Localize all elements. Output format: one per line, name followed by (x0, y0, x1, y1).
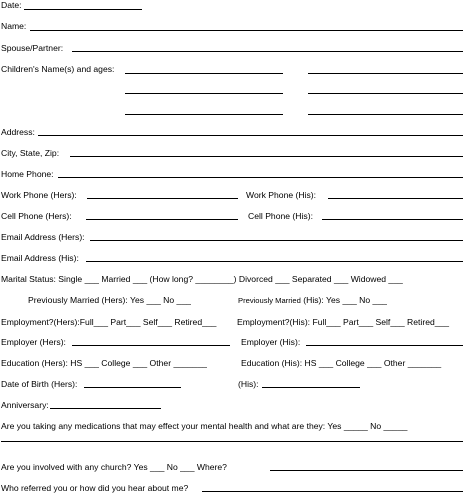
employer-his-label: Employer (His): (241, 337, 301, 347)
email-his-field[interactable] (86, 261, 463, 262)
medications-field[interactable] (1, 441, 463, 442)
home-phone-label: Home Phone: (1, 169, 54, 179)
address-field[interactable] (38, 135, 463, 136)
referral-field[interactable] (202, 491, 463, 492)
city-field[interactable] (70, 156, 463, 157)
education-his: Education (His): HS ___ College ___ Other _______ (241, 358, 442, 368)
city-label: City, State, Zip: (1, 148, 60, 158)
referral-question: Who referred you or how did you hear about me? (1, 483, 189, 493)
church-question: Are you involved with any church? Yes ___ No ___ Where? (1, 462, 227, 472)
name-field[interactable] (30, 30, 463, 31)
work-phone-hers-field[interactable] (87, 198, 238, 199)
dob-his-field[interactable] (262, 387, 360, 388)
child-field-2[interactable] (308, 73, 463, 74)
child-field-1[interactable] (125, 73, 283, 74)
church-where-field[interactable] (270, 470, 463, 471)
cell-phone-hers-field[interactable] (86, 219, 238, 220)
home-phone-field[interactable] (58, 177, 463, 178)
email-hers-label: Email Address (Hers): (1, 232, 85, 242)
child-field-4[interactable] (308, 93, 463, 94)
email-his-label: Email Address (His): (1, 253, 79, 263)
children-label: Children's Name(s) and ages: (1, 64, 115, 74)
email-hers-field[interactable] (90, 240, 463, 241)
dob-hers-label: Date of Birth (Hers): (1, 379, 78, 389)
cell-phone-hers-label: Cell Phone (Hers): (1, 211, 72, 221)
spouse-label: Spouse/Partner: (1, 43, 64, 53)
anniversary-label: Anniversary: (1, 400, 49, 410)
marital-status-line: Marital Status: Single ___ Married ___ (How long? ________) Divorced ___ Separated ___ Widowed ___ (1, 274, 403, 284)
child-field-6[interactable] (308, 114, 463, 115)
cell-phone-his-label: Cell Phone (His): (248, 211, 313, 221)
child-field-3[interactable] (125, 93, 283, 94)
employment-his: Employment?(His): Full___ Part___ Self___ Retired___ (237, 317, 450, 327)
cell-phone-his-field[interactable] (322, 219, 463, 220)
employer-hers-label: Employer (Hers): (1, 337, 66, 347)
anniversary-field[interactable] (50, 408, 161, 409)
previously-married-his (238, 295, 387, 306)
medications-question: Are you taking any medications that may effect your mental health and what are they: Yes _____ No _____ (1, 421, 408, 431)
employment-hers: Employment?(Hers):Full___ Part___ Self___ Retired___ (1, 317, 217, 327)
child-field-5[interactable] (125, 114, 283, 115)
work-phone-his-label: Work Phone (His): (246, 190, 317, 200)
employer-hers-field[interactable] (72, 345, 230, 346)
previously-married-his-label: Previously Married (238, 296, 301, 305)
address-label: Address: (1, 127, 35, 137)
previously-married-his-rest: (His): Yes ___ No ___ (303, 295, 387, 305)
dob-his-label: (His): (238, 379, 259, 389)
work-phone-his-field[interactable] (328, 198, 463, 199)
education-hers: Education (Hers): HS ___ College ___ Other _______ (1, 358, 207, 368)
work-phone-hers-label: Work Phone (Hers): (1, 190, 77, 200)
dob-hers-field[interactable] (84, 387, 181, 388)
previously-married-hers: Previously Married (Hers): Yes ___ No ___ (28, 295, 191, 305)
name-label: Name: (1, 21, 27, 31)
date-label: Date: (1, 0, 22, 10)
spouse-field[interactable] (72, 51, 463, 52)
employer-his-field[interactable] (306, 345, 463, 346)
date-field[interactable] (24, 9, 142, 10)
